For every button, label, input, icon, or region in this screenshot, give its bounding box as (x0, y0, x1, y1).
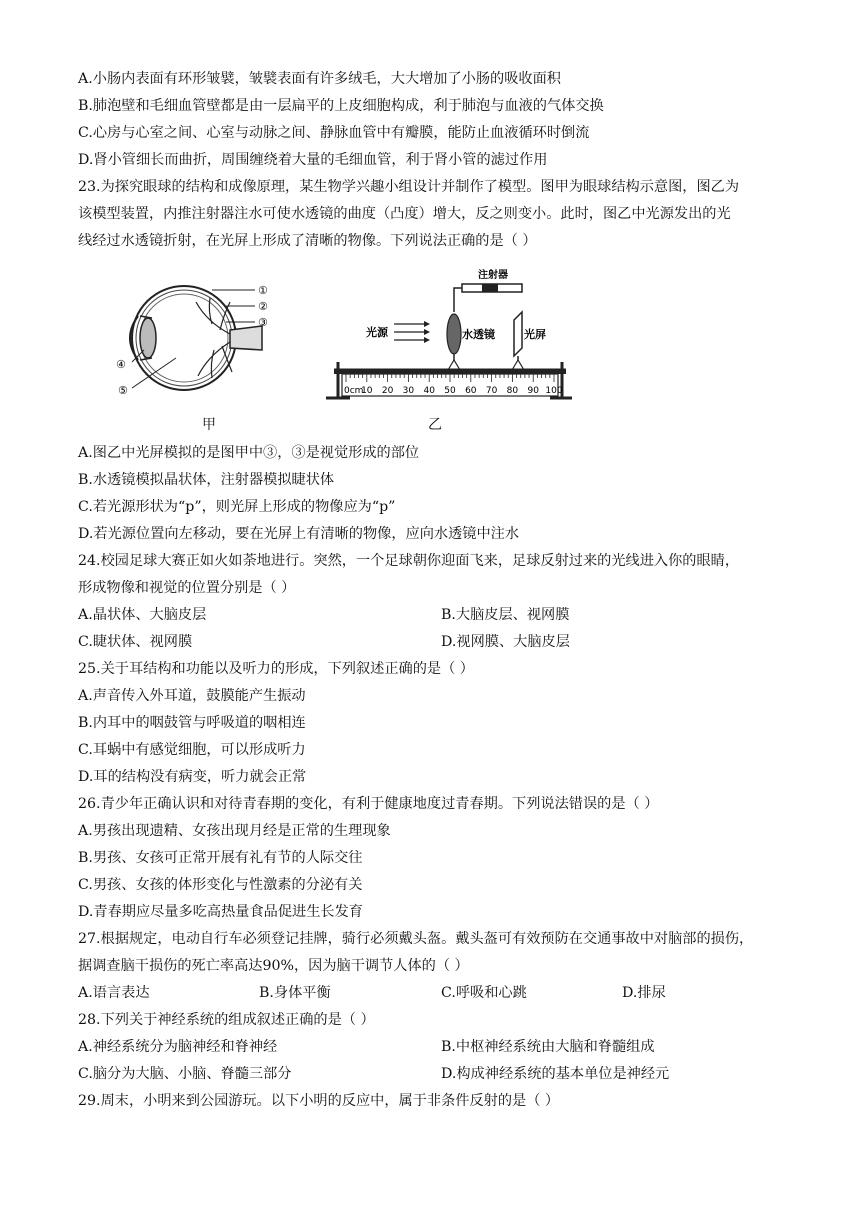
eye-label-4: ④ (116, 358, 126, 371)
ruler-tick-label: 40 (423, 386, 435, 396)
q28-stem: 28.下列关于神经系统的组成叙述正确的是（ ） (78, 1012, 375, 1028)
q27-option-a: A.语言表达 (78, 985, 150, 1001)
q28-option-c: C.脑分为大脑、小脑、脊髓三部分 (78, 1066, 292, 1082)
q29-stem: 29.周末，小明来到公园游玩。以下小明的反应中，属于非条件反射的是（ ） (78, 1093, 560, 1109)
figure-eye-model (322, 262, 572, 402)
q28-option-d: D.构成神经系统的基本单位是神经元 (441, 1066, 670, 1082)
q24-option-d: D.视网膜、大脑皮层 (441, 634, 570, 650)
q24-option-c: C.睫状体、视网膜 (78, 634, 193, 650)
q25-option-a: A.声音传入外耳道，鼓膜能产生振动 (78, 688, 306, 704)
ruler-tick-label: 30 (402, 386, 415, 396)
q23-stem-line2: 该模型装置，内推注射器注水可使水透镜的曲度（凸度）增大，反之则变小。此时，图乙中光源发出的光 (78, 206, 731, 222)
q26-option-b: B.男孩、女孩可正常开展有礼有节的人际交往 (78, 850, 363, 866)
q26-option-c: C.男孩、女孩的体形变化与性激素的分泌有关 (78, 877, 363, 893)
syringe-label: 注射器 (478, 270, 508, 281)
ruler-tick-label: 60 (465, 386, 477, 396)
q23-option-d: D.若光源位置向左移动，要在光屏上有清晰的物像，应向水透镜中注水 (78, 526, 520, 542)
ruler-tick-label: 70 (485, 386, 498, 396)
water-lens-label: 水透镜 (462, 328, 495, 341)
q26-option-d: D.青春期应尽量多吃高热量食品促进生长发育 (78, 904, 363, 920)
q25-option-c: C.耳蜗中有感觉细胞，可以形成听力 (78, 742, 306, 758)
q27-stem-line2: 据调查脑干损伤的死亡率高达90%，因为脑干调节人体的（ ） (78, 958, 469, 974)
screen-label: 光屏 (524, 328, 546, 341)
figure-eye-structure (112, 272, 282, 404)
light-source-label: 光源 (366, 326, 388, 339)
eye-label-5: ⑤ (118, 384, 128, 397)
q27-option-d: D.排尿 (622, 985, 666, 1001)
q24-stem-line2: 形成物像和视觉的位置分别是（ ） (78, 580, 296, 596)
q23-option-c: C.若光源形状为“p”，则光屏上形成的物像应为“p” (78, 499, 396, 515)
ruler-tick-label: 20 (381, 386, 394, 396)
eye-label-1: ① (258, 284, 268, 297)
ruler-tick-label: 90 (527, 386, 539, 396)
q22-option-a: A.小肠内表面有环形皱襞，皱襞表面有许多绒毛，大大增加了小肠的吸收面积 (78, 71, 561, 87)
q26-stem: 26.青少年正确认识和对待青春期的变化，有利于健康地度过青春期。下列说法错误的是（ ） (78, 796, 659, 812)
q22-option-b: B.肺泡壁和毛细血管壁都是由一层扁平的上皮细胞构成，利于肺泡与血液的气体交换 (78, 98, 604, 114)
ruler-tick-label: 0cm (344, 386, 364, 396)
eye-label-3: ③ (258, 316, 268, 329)
eye-label-2: ② (258, 300, 268, 313)
ruler-tick-label: 80 (506, 386, 519, 396)
q28-option-b: B.中枢神经系统由大脑和脊髓组成 (441, 1039, 655, 1055)
q24-option-a: A.晶状体、大脑皮层 (78, 607, 207, 623)
q23-stem-line3: 线经过水透镜折射，在光屏上形成了清晰的物像。下列说法正确的是（ ） (78, 233, 537, 249)
q27-stem-line1: 27.根据规定，电动自行车必须登记挂牌，骑行必须戴头盔。戴头盔可有效预防在交通事故中对脑部的损伤， (78, 931, 754, 947)
ruler-tick-label: 50 (444, 386, 456, 396)
ruler-tick-label: 10 (361, 386, 373, 396)
q25-stem: 25.关于耳结构和功能以及听力的形成，下列叙述正确的是（ ） (78, 661, 474, 677)
q22-option-d: D.肾小管细长而曲折，周围缠绕着大量的毛细血管，利于肾小管的滤过作用 (78, 152, 548, 168)
q23-option-b: B.水透镜模拟晶状体，注射器模拟睫状体 (78, 472, 335, 488)
q26-option-a: A.男孩出现遗精、女孩出现月经是正常的生理现象 (78, 823, 391, 839)
q27-option-c: C.呼吸和心跳 (441, 985, 527, 1001)
ruler-tick-label: 100 (545, 386, 563, 396)
q28-option-a: A.神经系统分为脑神经和脊神经 (78, 1039, 278, 1055)
q23-stem-line1: 23.为探究眼球的结构和成像原理，某生物学兴趣小组设计并制作了模型。图甲为眼球结构示意图，图乙为 (78, 179, 740, 195)
q23-option-a: A.图乙中光屏模拟的是图甲中③，③是视觉形成的部位 (78, 445, 420, 461)
q22-option-c: C.心房与心室之间、心室与动脉之间、静脉血管中有瓣膜，能防止血液循环时倒流 (78, 125, 590, 141)
q24-stem-line1: 24.校园足球大赛正如火如荼地进行。突然，一个足球朝你迎面飞来，足球反射过来的光线进入你的眼睛， (78, 553, 740, 569)
q25-option-d: D.耳的结构没有病变，听力就会正常 (78, 769, 307, 785)
q27-option-b: B.身体平衡 (259, 985, 331, 1001)
figure-caption-yi: 乙 (428, 417, 442, 433)
figure-caption-jia: 甲 (202, 417, 216, 433)
q25-option-b: B.内耳中的咽鼓管与呼吸道的咽相连 (78, 715, 306, 731)
q24-option-b: B.大脑皮层、视网膜 (441, 607, 570, 623)
